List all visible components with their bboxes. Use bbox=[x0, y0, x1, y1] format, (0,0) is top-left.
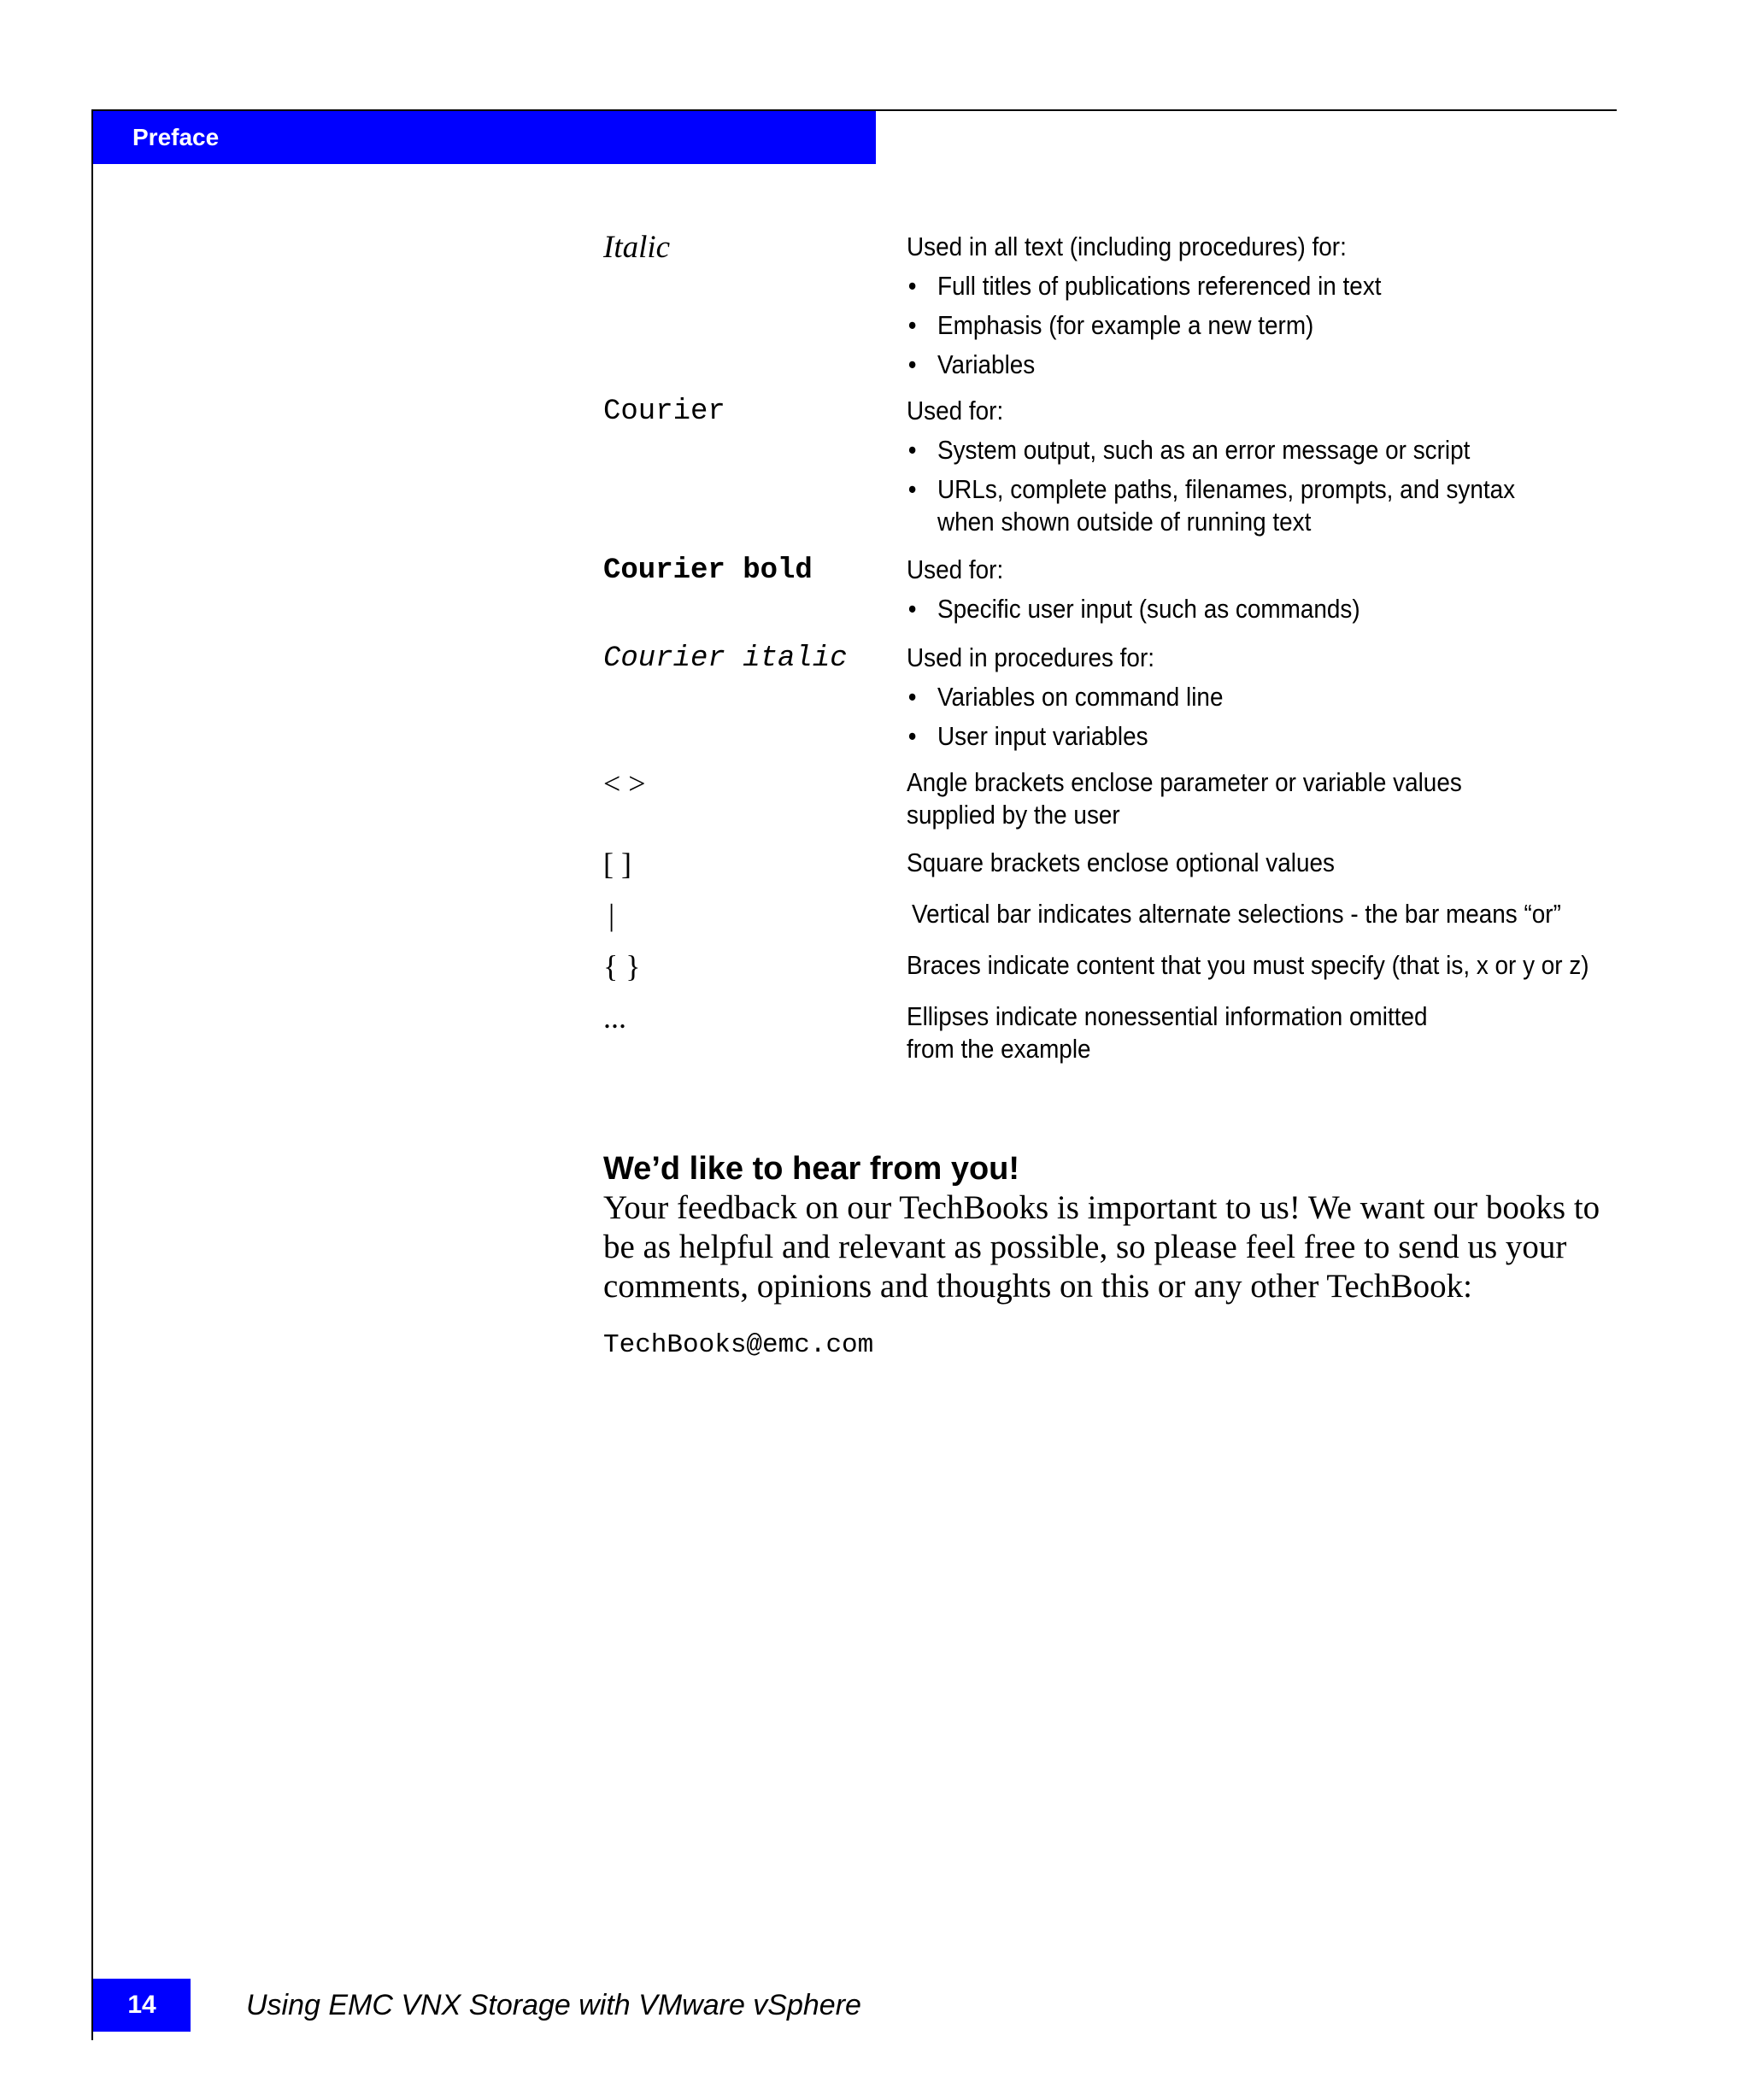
convention-term: Courier italic bbox=[603, 642, 848, 675]
convention-row-square-brackets bbox=[603, 847, 1620, 898]
convention-intro: Vertical bar indicates alternate selections - the bar means “or” bbox=[912, 899, 1561, 929]
convention-row-ellipses bbox=[603, 1000, 1620, 1077]
convention-description bbox=[907, 642, 1549, 766]
convention-description bbox=[907, 949, 1589, 1000]
bullet-item: • Variables bbox=[907, 349, 1549, 381]
convention-bullets bbox=[907, 434, 1549, 538]
convention-term: | bbox=[608, 898, 615, 932]
bullet-item: • Specific user input (such as commands) bbox=[907, 593, 1549, 625]
footer-book-title: Using EMC VNX Storage with VMware vSphere bbox=[246, 1989, 861, 2021]
convention-description bbox=[907, 847, 1549, 898]
convention-bullets bbox=[907, 270, 1549, 381]
convention-bullets bbox=[907, 593, 1549, 625]
convention-description bbox=[907, 231, 1549, 395]
bullet-item: • Variables on command line bbox=[907, 681, 1549, 713]
typographical-conventions-table bbox=[603, 231, 1620, 1077]
convention-description bbox=[907, 1000, 1549, 1077]
convention-intro: Square brackets enclose optional values bbox=[907, 848, 1335, 877]
convention-row-vertical-bar bbox=[603, 898, 1620, 949]
convention-intro: Angle brackets enclose parameter or variable values supplied by the user bbox=[907, 767, 1462, 830]
bullet-item: • Emphasis (for example a new term) bbox=[907, 309, 1549, 342]
convention-term: ... bbox=[603, 1000, 626, 1035]
convention-row-braces bbox=[603, 949, 1620, 1000]
convention-row-italic bbox=[603, 231, 1620, 395]
convention-description bbox=[907, 395, 1549, 554]
feedback-body: Your feedback on our TechBooks is important to us! We want our books to be as helpful and relevant as possible, so please feel free to send us your comments, opinions and thoughts on this or any other TechBook: bbox=[603, 1189, 1600, 1305]
feedback-heading: We’d like to hear from you! bbox=[603, 1151, 1020, 1187]
convention-intro: Used in procedures for: bbox=[907, 642, 1154, 672]
convention-row-courier-italic bbox=[603, 642, 1620, 766]
feedback-email-link[interactable]: TechBooks@emc.com bbox=[603, 1330, 874, 1360]
page-number: 14 bbox=[93, 1979, 191, 2032]
convention-row-courier-bold bbox=[603, 554, 1620, 642]
convention-description bbox=[907, 766, 1549, 847]
convention-bullets bbox=[907, 681, 1549, 753]
convention-intro: Used for: bbox=[907, 554, 1004, 584]
convention-term: < > bbox=[603, 766, 646, 801]
convention-description bbox=[912, 898, 1561, 949]
bullet-item: • URLs, complete paths, filenames, prompts, and syntax when shown outside of running text bbox=[907, 473, 1568, 538]
convention-term: Courier bbox=[603, 396, 725, 428]
convention-intro: Used in all text (including procedures) for: bbox=[907, 232, 1347, 261]
convention-term: [ ] bbox=[603, 847, 631, 881]
convention-term: Courier bold bbox=[603, 554, 813, 587]
convention-term: { } bbox=[603, 949, 641, 983]
convention-row-angle-brackets bbox=[603, 766, 1620, 847]
convention-row-courier bbox=[603, 395, 1620, 554]
convention-intro: Braces indicate content that you must specify (that is, x or y or z) bbox=[907, 950, 1589, 980]
section-header-tab: Preface bbox=[93, 111, 876, 164]
convention-description bbox=[907, 554, 1549, 642]
feedback-section bbox=[603, 1149, 1620, 1363]
convention-intro: Ellipses indicate nonessential information omitted from the example bbox=[907, 1001, 1428, 1064]
bullet-item: • Full titles of publications referenced in text bbox=[907, 270, 1549, 302]
left-margin-rule bbox=[91, 109, 93, 2040]
bullet-item: • User input variables bbox=[907, 720, 1549, 753]
bullet-item: • System output, such as an error message or script bbox=[907, 434, 1549, 466]
convention-intro: Used for: bbox=[907, 396, 1004, 425]
convention-term: Italic bbox=[603, 230, 671, 265]
